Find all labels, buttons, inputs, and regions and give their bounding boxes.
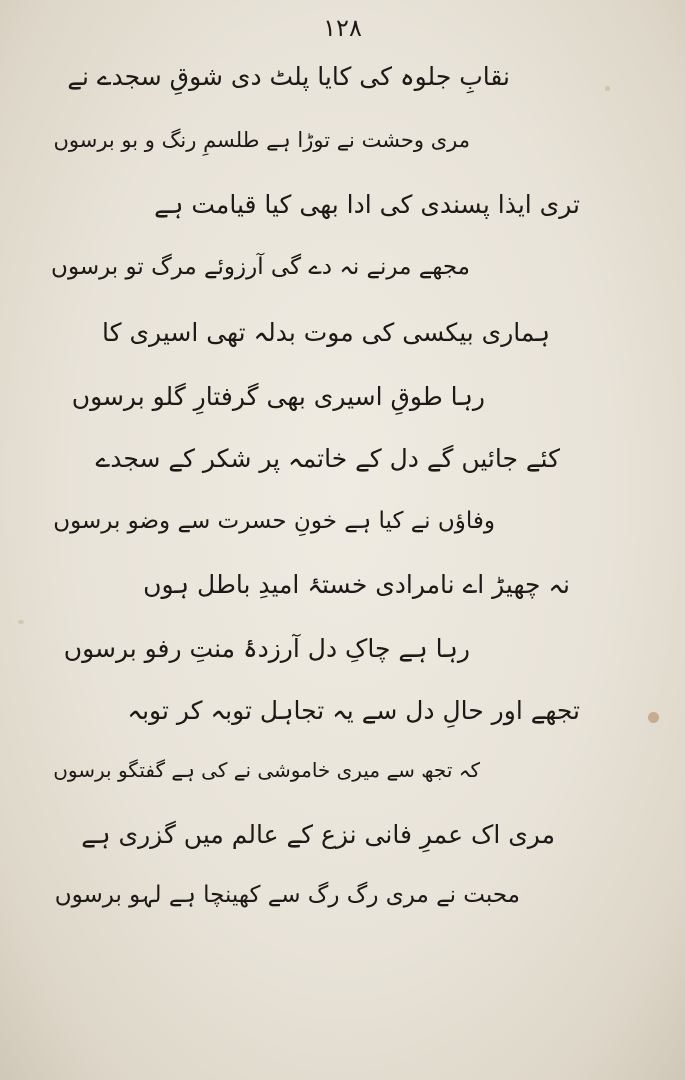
verse-line: تجھے اور حالِ دل سے یہ تجاہل توبہ کر توبہ <box>127 696 580 725</box>
verse-line: ہماری بیکسی کی موت بدلہ تھی اسیری کا <box>102 318 550 347</box>
paper-stain <box>648 712 659 723</box>
paper-stain <box>18 620 24 624</box>
verse-line: مجھے مرنے نہ دے گی آرزوئے مرگ تو برسوں <box>51 254 470 280</box>
verse-line: رہا ہے چاکِ دل آرزدۂ منتِ رفو برسوں <box>63 634 470 663</box>
paper-stain <box>605 86 610 91</box>
verse-line: تری ایذا پسندی کی ادا بھی کیا قیامت ہے <box>154 190 580 219</box>
page-number: ۱۲۸ <box>323 14 362 42</box>
verse-line: نہ چھیڑ اے نامرادی خستۂ امیدِ باطل ہوں <box>143 570 570 599</box>
verse-line: رہا طوقِ اسیری بھی گرفتارِ گلو برسوں <box>71 382 485 411</box>
verse-line: نقابِ جلوہ کی کایا پلٹ دی شوقِ سجدے نے <box>67 62 510 91</box>
verse-line: کئے جائیں گے دل کے خاتمہ پر شکر کے سجدے <box>95 444 560 473</box>
verse-line: مری اک عمرِ فانی نزع کے عالم میں گزری ہے <box>81 820 555 849</box>
verse-line: کہ تجھ سے میری خاموشی نے کی ہے گفتگو برسوں <box>53 758 480 782</box>
verse-line: مری وحشت نے توڑا ہے طلسمِ رنگ و بو برسوں <box>53 128 470 152</box>
verse-line: محبت نے مری رگ رگ سے کھینچا ہے لہو برسوں <box>54 882 520 908</box>
verse-line: وفاؤں نے کیا ہے خونِ حسرت سے وضو برسوں <box>53 508 495 534</box>
